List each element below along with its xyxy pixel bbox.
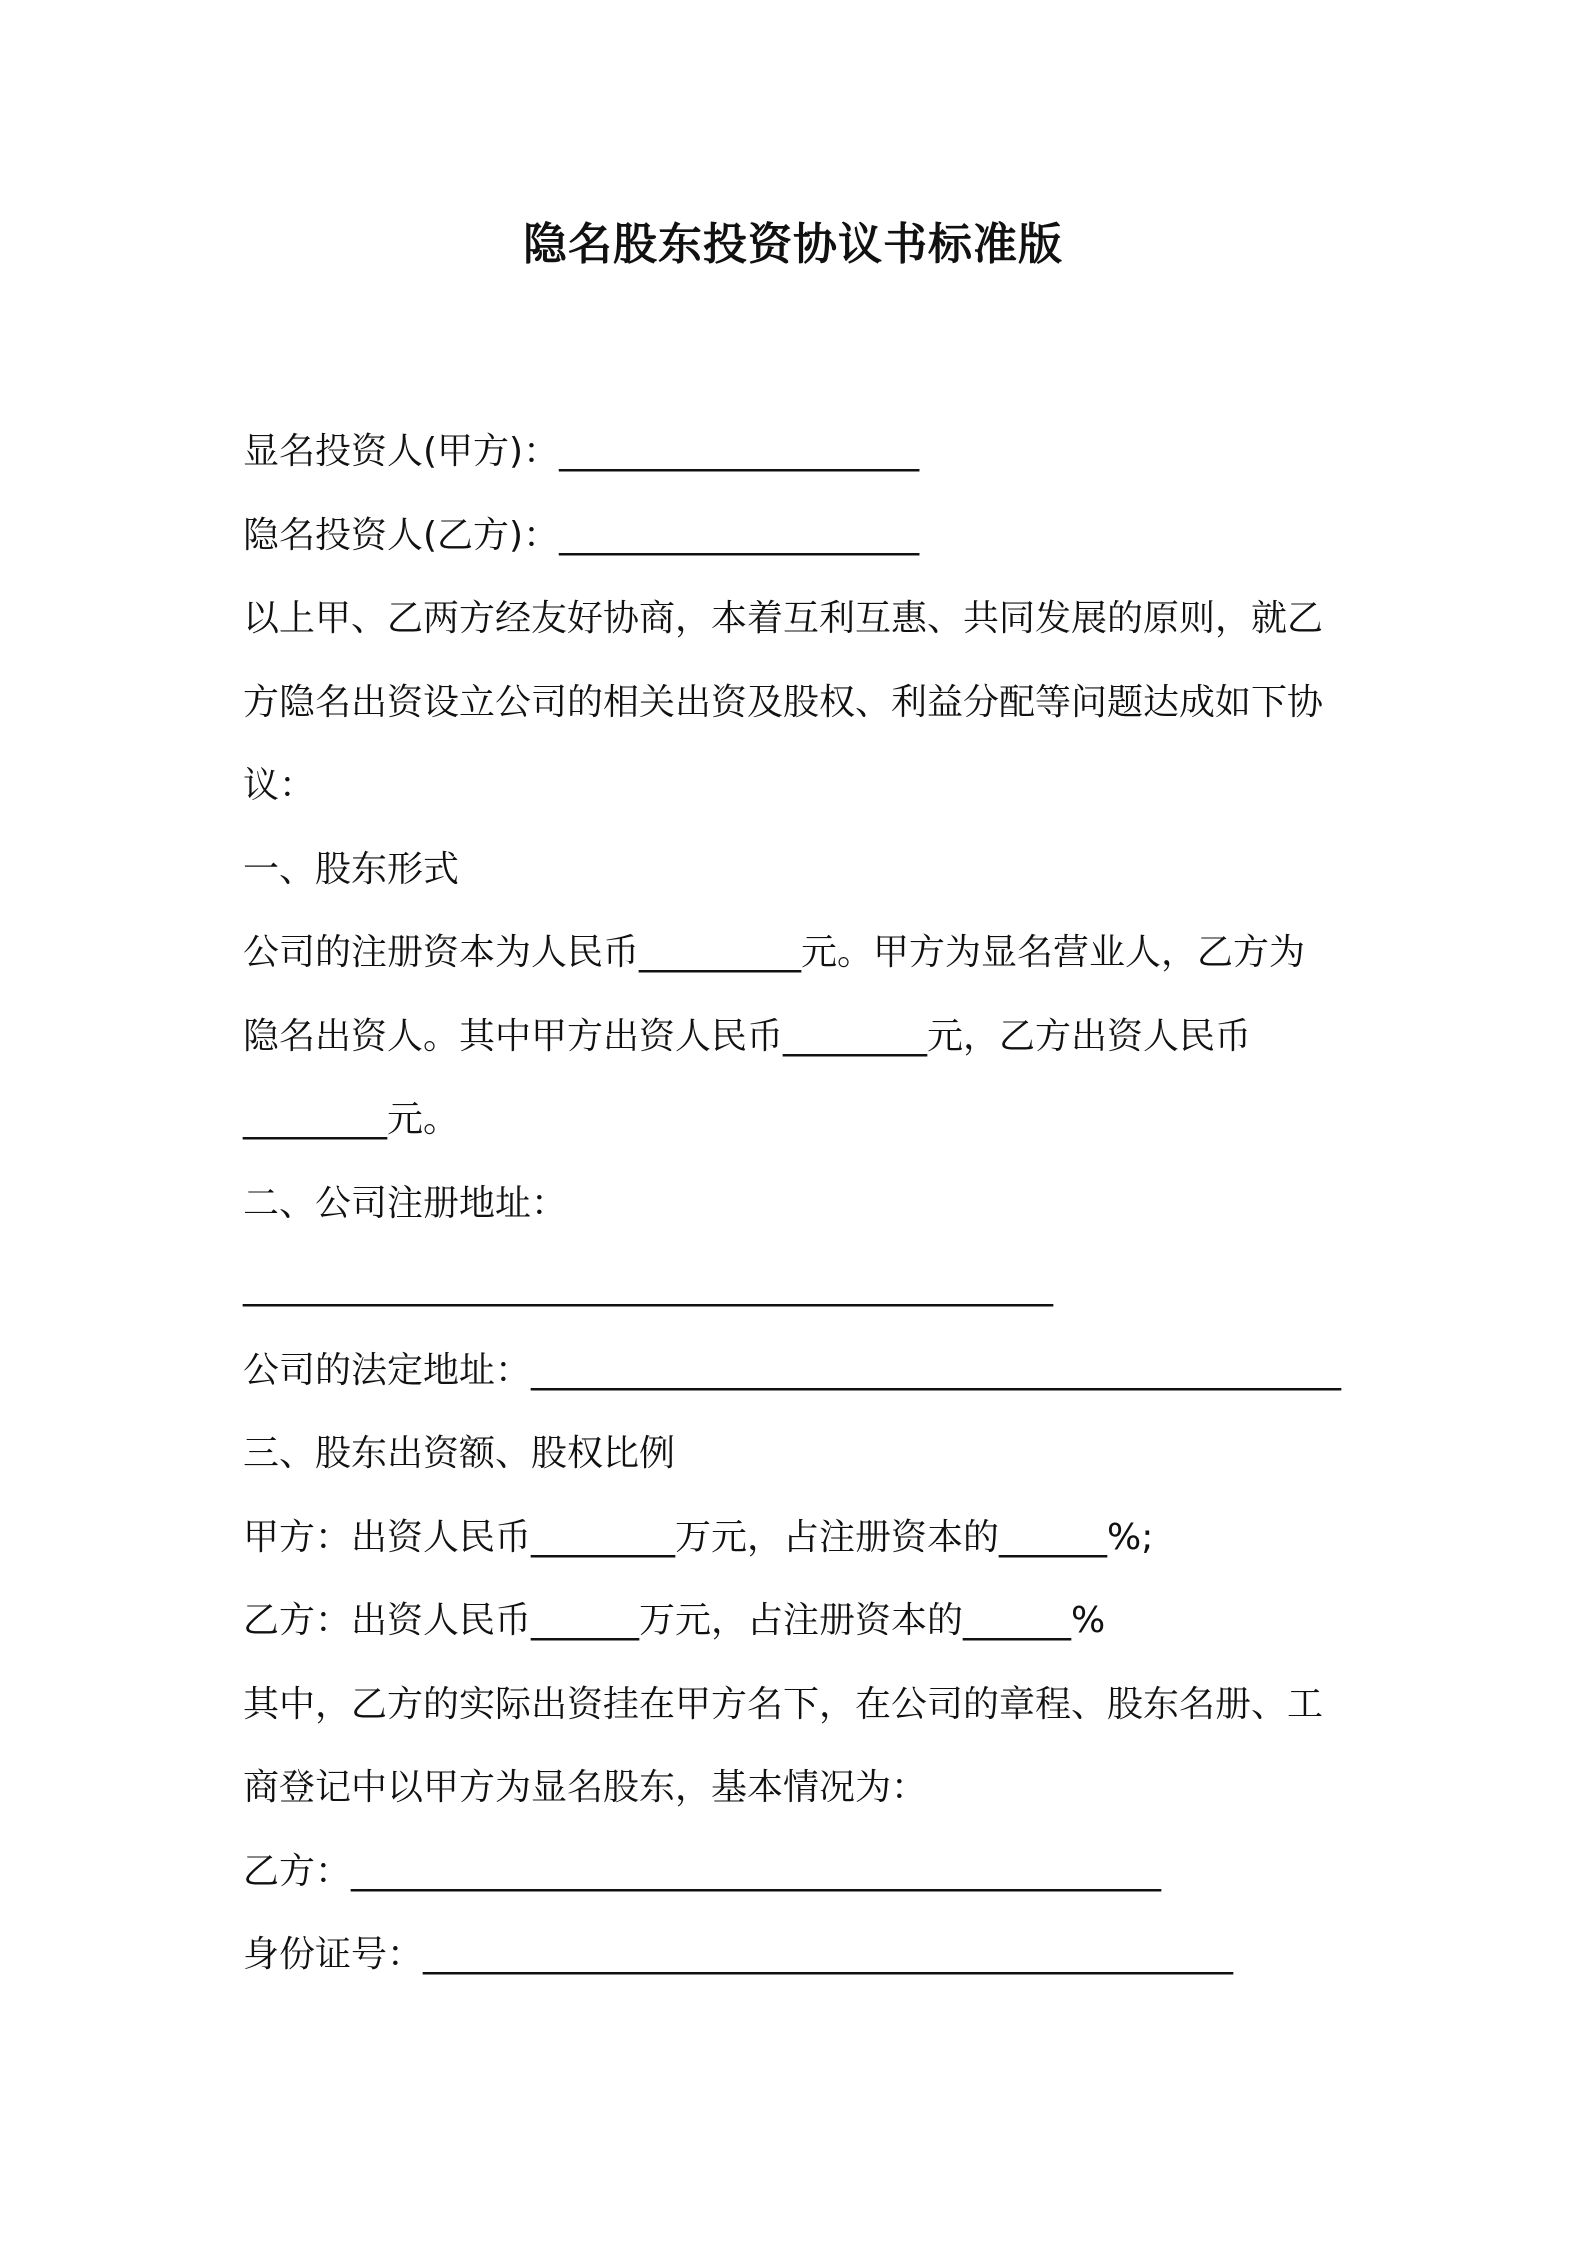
- party-b-line: 隐名投资人(乙方)：____________________: [243, 514, 920, 556]
- intro-line-1: 以上甲、乙两方经友好协商，本着互利互惠、共同发展的原则，就乙: [243, 598, 1324, 639]
- section-3-party-b: 乙方：出资人民币______万元，占注册资本的______%: [243, 1600, 1106, 1641]
- section-1-heading: 一、股东形式: [243, 848, 460, 890]
- section-3-note-line-2: 商登记中以甲方为显名股东，基本情况为：: [243, 1767, 928, 1808]
- section-2-address-blank: _____________________________________________: [243, 1266, 1053, 1307]
- party-a-line: 显名投资人(甲方)：____________________: [243, 431, 920, 472]
- party-b-info-line: 乙方：_____________________________________________: [243, 1850, 1162, 1892]
- section-2-heading: 二、公司注册地址：: [243, 1182, 568, 1224]
- section-3-note-line-1: 其中，乙方的实际出资挂在甲方名下，在公司的章程、股东名册、工: [243, 1683, 1324, 1725]
- id-number-line: 身份证号：_____________________________________________: [243, 1934, 1234, 1975]
- intro-line-3: 议：: [243, 765, 316, 806]
- section-2-legal-address: 公司的法定地址：_____________________________________________: [243, 1349, 1342, 1391]
- section-1-line-3: ________元。: [243, 1099, 460, 1140]
- document-body: [243, 410, 1363, 1997]
- document-title: 隐名股东投资协议书标准版: [523, 219, 1063, 270]
- intro-line-2: 方隐名出资设立公司的相关出资及股权、利益分配等问题达成如下协: [243, 681, 1324, 723]
- section-1-line-2: 隐名出资人。其中甲方出资人民币________元，乙方出资人民币: [243, 1015, 1252, 1057]
- section-3-party-a: 甲方：出资人民币________万元，占注册资本的______%;: [243, 1516, 1154, 1558]
- section-3-heading: 三、股东出资额、股权比例: [243, 1433, 676, 1474]
- section-1-line-1: 公司的注册资本为人民币_________元。甲方为显名营业人，乙方为: [243, 932, 1306, 973]
